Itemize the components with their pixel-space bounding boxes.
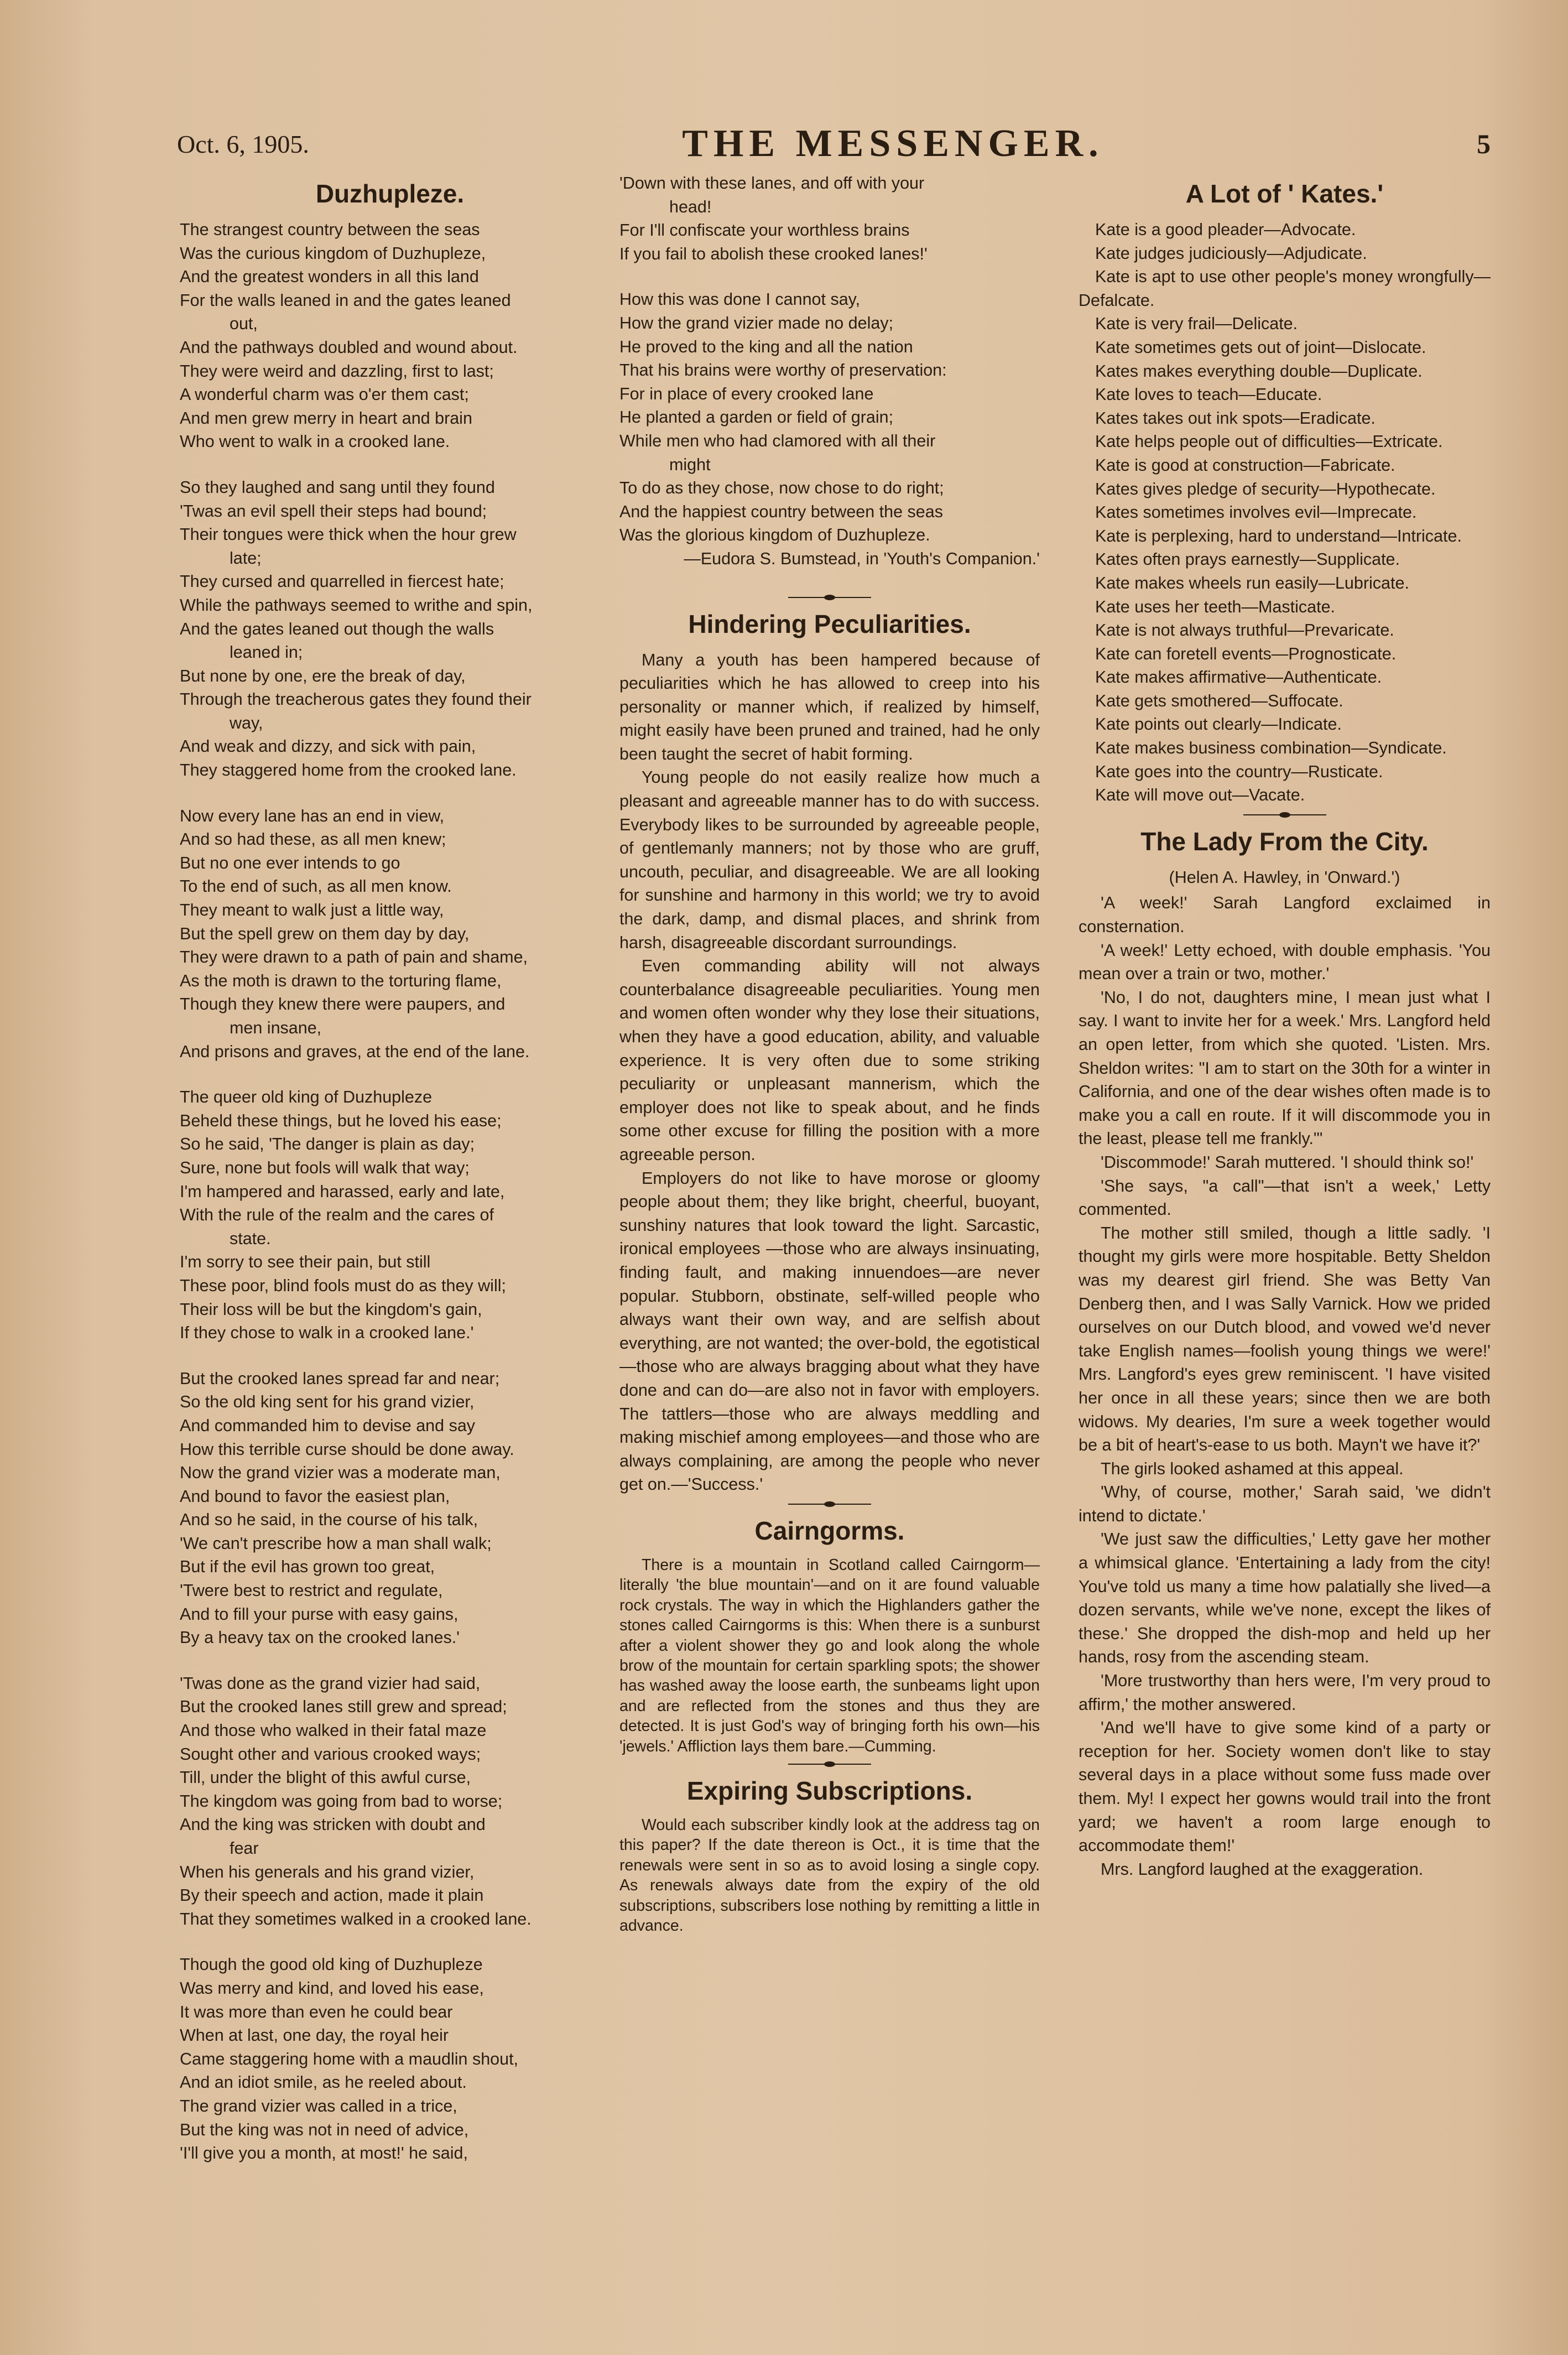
kate-item: Kate is not always truthful—Prevaricate. — [1095, 621, 1394, 640]
poem-line: And bound to favor the easiest plan, — [180, 1486, 450, 1506]
poem-line: But none by one, ere the break of day, — [180, 666, 466, 685]
poem-line: How the grand vizier made no delay; — [619, 313, 894, 332]
poem-line: And to fill your purse with easy gains, — [180, 1604, 459, 1624]
poem-line: And men grew merry in heart and brain — [180, 408, 472, 428]
poem-line: And the pathways doubled and wound about. — [180, 337, 518, 357]
paragraph: 'She says, "a call"—that isn't a week,' Letty commented. — [1079, 1176, 1491, 1219]
kate-item: Kate makes business combination—Syndicate. — [1095, 739, 1447, 758]
poem-line: How this was done I cannot say, — [619, 290, 861, 309]
kate-item: Kates takes out ink spots—Eradicate. — [1095, 408, 1376, 428]
poem-line: 'Twere best to restrict and regulate, — [180, 1581, 443, 1600]
poem-stanza — [180, 218, 600, 454]
paragraph: The mother still smiled, though a little sadly. 'I thought my girls were more hospitable. Betty Sheldon was my dearest girl friend. She was Betty Van Denberg then, and I was Sally Varnick. How we prided ourselves on our Dutch blood, and vowed we'd never take English names—foolish young things we were!' Mrs. Langford's eyes grew reminiscent. 'I have visited her once in all these years; since then we are both widows. My dearies, I'm sure a week together would be a bit of heart's-ease to us both. Mayn't we have it?' — [1079, 1223, 1491, 1455]
poem-line: 'I'll give you a month, at most!' he said, — [180, 2144, 468, 2163]
poem-line: And so had these, as all men knew; — [180, 830, 446, 849]
poem-line: And the greatest wonders in all this land — [180, 267, 479, 287]
poem-line: They staggered home from the crooked lane. — [180, 761, 517, 780]
kate-item: Kate makes wheels run easily—Lubricate. — [1095, 573, 1409, 592]
kate-item: Kate is good at construction—Fabricate. — [1095, 455, 1395, 475]
poem-stanza — [619, 288, 1040, 570]
poem-line: How this terrible curse should be done away. — [180, 1439, 514, 1459]
poem-line: So they laughed and sang until they found — [180, 477, 495, 497]
paragraph: Mrs. Langford laughed at the exaggeration. — [1101, 1859, 1424, 1879]
kate-item: Kates sometimes involves evil—Imprecate. — [1095, 503, 1417, 522]
paragraph: 'Discommode!' Sarah muttered. 'I should think so!' — [1101, 1152, 1474, 1172]
poem-line: Was the curious kingdom of Duzhupleze, — [180, 243, 486, 263]
expiring-text: Would each subscriber kindly look at the address tag on this paper? If the date thereon is Oct., it is time that the renewals were sent in so as to avoid losing a single copy. As renewals always date from the expiry of the old subscriptions, subscribers lose nothing by remitting a little in advance. — [619, 1816, 1040, 1935]
poem-line: Though the good old king of Duzhupleze — [180, 1955, 483, 1974]
masthead — [177, 122, 1491, 166]
kate-item: Kate judges judiciously—Adjudicate. — [1095, 243, 1367, 263]
poem-line: I'm hampered and harassed, early and late, — [180, 1182, 505, 1201]
kates-list — [1079, 218, 1491, 807]
poem-line: late; — [230, 548, 262, 568]
section-divider — [788, 1500, 871, 1509]
newspaper-name: THE MESSENGER. — [682, 122, 1104, 165]
poem-line: But if the evil has grown too great, — [180, 1557, 435, 1577]
poem-line: To do as they chose, now chose to do right; — [619, 479, 944, 498]
duzhupleze-title: Duzhupleze. — [315, 179, 465, 208]
poem-line: Came staggering home with a maudlin shout, — [180, 2049, 519, 2068]
poem-line: out, — [230, 314, 258, 334]
kate-item: Kates gives pledge of security—Hypothecate. — [1095, 479, 1436, 498]
poem-line: Sure, none but fools will walk that way; — [180, 1158, 470, 1177]
poem-line: Till, under the blight of this awful curse, — [180, 1768, 471, 1787]
poem-line: might — [669, 455, 711, 474]
kate-item: Kate is a good pleader—Advocate. — [1095, 220, 1356, 239]
paragraph: Many a youth has been hampered because of peculiarities which he has allowed to creep into his personality or manner which, if realized by himself, might easily have been pruned and trained, had he only been taught the secret of habit forming. — [619, 650, 1040, 763]
column-1 — [180, 171, 600, 2187]
poem-line: It was more than even he could bear — [180, 2002, 453, 2021]
kate-item: Kate makes affirmative—Authenticate. — [1095, 668, 1382, 687]
duzhupleze-poem-end — [619, 171, 1040, 571]
section-divider — [1243, 810, 1326, 819]
poem-line: Their loss will be but the kingdom's gain, — [180, 1299, 482, 1319]
poem-line: Sought other and various crooked ways; — [180, 1744, 481, 1764]
kate-item: Kate is perplexing, hard to understand—Intricate. — [1095, 526, 1462, 545]
poem-line: He planted a garden or field of grain; — [619, 408, 894, 427]
kate-item: Kate loves to teach—Educate. — [1095, 385, 1322, 404]
poem-line: Though they knew there were paupers, and — [180, 995, 506, 1014]
poem-line: 'Twas done as the grand vizier had said, — [180, 1673, 481, 1693]
kate-item: Kate goes into the country—Rusticate. — [1095, 762, 1383, 781]
poem-line: And the happiest country between the seas — [619, 502, 943, 521]
duzhupleze-poem — [180, 218, 600, 2165]
poem-line: They were weird and dazzling, first to last; — [180, 361, 494, 381]
poem-line: Their tongues were thick when the hour grew — [180, 525, 517, 544]
poem-stanza — [180, 1672, 600, 1931]
poem-line: Was merry and kind, and loved his ease, — [180, 1978, 484, 1998]
poem-stanza — [619, 171, 1040, 266]
poem-line: As the moth is drawn to the torturing flame, — [180, 971, 502, 990]
paragraph: 'Why, of course, mother,' Sarah said, 'we didn't intend to dictate.' — [1079, 1483, 1491, 1525]
poem-line: For the walls leaned in and the gates leaned — [180, 290, 511, 310]
poem-line: If you fail to abolish these crooked lanes!' — [619, 244, 928, 263]
poem-line: Was the glorious kingdom of Duzhupleze. — [619, 526, 930, 545]
poem-line: When at last, one day, the royal heir — [180, 2026, 449, 2045]
poem-line: By their speech and action, made it plain — [180, 1886, 484, 1905]
poem-line: Who went to walk in a crooked lane. — [180, 432, 450, 451]
cairngorms-article — [619, 1555, 1040, 1756]
hindering-article — [619, 648, 1040, 1496]
poem-line: And an idiot smile, as he reeled about. — [180, 2073, 467, 2092]
paragraph: Even commanding ability will not always counterbalance disagreeable peculiarities. Young men and women often wonder why they lose their situations, when they have a good education, ability, and valuable experience. It is very often due to some striking peculiarity or unpleasant mannerism, which the employer does not like to speak about, and he finds some other excuse for filling the position with a more agreeable person. — [619, 956, 1040, 1164]
poem-line: And commanded him to devise and say — [180, 1416, 476, 1435]
issue-date: Oct. 6, 1905. — [177, 129, 309, 158]
paragraph: 'And we'll have to give some kind of a party or reception for her. Society women don't like to stay several days in a place without some fuss made over them. My! I expect her gowns would trail into the front yard; we haven't a room large enough to accommodate them!' — [1079, 1718, 1491, 1855]
poem-line: These poor, blind fools must do as they will; — [180, 1276, 506, 1295]
kate-item: Kate sometimes gets out of joint—Dislocate. — [1095, 337, 1426, 357]
lady-title: The Lady From the City. — [1140, 826, 1429, 856]
kate-item: Kate points out clearly—Indicate. — [1095, 715, 1342, 734]
poem-line: Through the treacherous gates they found their — [180, 690, 532, 709]
kate-item: Kate is very frail—Delicate. — [1095, 314, 1298, 334]
poem-line: He proved to the king and all the nation — [619, 337, 913, 356]
paragraph: 'No, I do not, daughters mine, I mean just what I say. I want to invite her for a week.' Mrs. Langford held an open letter, from which she quoted. 'Listen. Mrs. Sheldon writes: "I am to start on the 30th for a winter in California, and one of the dear wishes often made is to make you a call en route. If it will discommode you in the least, please tell me frankly."' — [1079, 987, 1491, 1148]
poem-line: So the old king sent for his grand vizier, — [180, 1392, 475, 1412]
poem-line: 'Twas an evil spell their steps had bound; — [180, 501, 487, 521]
poem-line: state. — [230, 1229, 271, 1248]
poem-line: While the pathways seemed to writhe and spin, — [180, 595, 533, 615]
kate-item: Kate is apt to use other people's money wrongfully—Defalcate. — [1079, 267, 1491, 310]
poem-line: But the crooked lanes still grew and spread; — [180, 1697, 507, 1717]
poem-stanza — [180, 1367, 600, 1650]
poem-line: But the spell grew on them day by day, — [180, 924, 470, 943]
poem-stanza — [180, 476, 600, 782]
kate-item: Kate can foretell events—Prognosticate. — [1095, 644, 1397, 663]
poem-line: head! — [669, 197, 712, 216]
poem-line: But the king was not in need of advice, — [180, 2120, 469, 2139]
column-2 — [619, 171, 1040, 1936]
poem-line: To the end of such, as all men know. — [180, 877, 452, 896]
section-divider — [788, 593, 871, 602]
column-3 — [1079, 171, 1491, 1881]
poem-line: They were drawn to a path of pain and shame, — [180, 948, 528, 967]
section-divider — [788, 1760, 871, 1769]
paragraph: Employers do not like to have morose or gloomy people about them; they like bright, cheerful, buoyant, sunshiny natures that look toward the light. Sarcastic, ironical employees —those who are always insinuating, finding fault, and making innuendoes—are never popular. Stubborn, obstinate, self-willed people who always want their own way, and are selfish about everything, are not wanted; the over-bold, the egotistical—those who are always bragging about what they have done and can do—are also not in favor with employers. The tattlers—those who are always meddling and making mischief among employees—and those who are always complaining, are among the people who never get on.—'Success.' — [619, 1168, 1040, 1494]
lady-story — [1079, 891, 1491, 1881]
poem-line: That his brains were worthy of preservation: — [619, 361, 947, 380]
paragraph: The girls looked ashamed at this appeal. — [1101, 1459, 1404, 1478]
poem-line: By a heavy tax on the crooked lanes.' — [180, 1628, 460, 1647]
kate-item: Kate gets smothered—Suffocate. — [1095, 691, 1343, 710]
poem-line: And the gates leaned out though the walls — [180, 619, 494, 638]
kate-item: Kate will move out—Vacate. — [1095, 786, 1305, 805]
poem-line: That they sometimes walked in a crooked lane. — [180, 1909, 532, 1928]
poem-line: And the king was stricken with doubt and — [180, 1815, 486, 1834]
poem-line: fear — [230, 1839, 259, 1858]
poem-line: And prisons and graves, at the end of the lane. — [180, 1042, 530, 1061]
poem-line: And those who walked in their fatal maze — [180, 1721, 487, 1740]
poem-line: When his generals and his grand vizier, — [180, 1862, 475, 1881]
kate-item: Kates makes everything double—Duplicate. — [1095, 361, 1423, 381]
kates-title: A Lot of ' Kates.' — [1185, 179, 1384, 208]
poem-line: The queer old king of Duzhupleze — [180, 1088, 433, 1107]
poem-line: If they chose to walk in a crooked lane.' — [180, 1323, 474, 1343]
poem-line: And so he said, in the course of his talk, — [180, 1510, 478, 1530]
poem-line: Now every lane has an end in view, — [180, 806, 445, 825]
poem-line: Now the grand vizier was a moderate man, — [180, 1463, 501, 1483]
poem-line: For I'll confiscate your worthless brains — [619, 221, 910, 240]
poem-line: While men who had clamored with all their — [619, 431, 936, 450]
paragraph: 'We just saw the difficulties,' Letty gave her mother a whimsical glance. 'Entertaining a lady from the city! You've told us many a time how palatially she lived—a dozen servants, while we've none, except the likes of these.' She dropped the dish-mop and held up her hands, rosy from the ascending steam. — [1079, 1530, 1491, 1667]
poem-stanza — [180, 804, 600, 1064]
lady-credit: (Helen A. Hawley, in 'Onward.') — [1169, 867, 1400, 887]
kate-item: Kate uses her teeth—Masticate. — [1095, 597, 1335, 616]
poem-line: A wonderful charm was o'er them cast; — [180, 385, 469, 404]
page-number: 5 — [1477, 128, 1491, 159]
expiring-title: Expiring Subscriptions. — [686, 1776, 973, 1805]
kate-item: Kate helps people out of difficulties—Extricate. — [1095, 432, 1443, 451]
poem-line: But the crooked lanes spread far and near; — [180, 1369, 500, 1388]
poem-line: way, — [230, 713, 263, 732]
poem-line: Beheld these things, but he loved his ease; — [180, 1111, 502, 1130]
poem-line: For in place of every crooked lane — [619, 384, 874, 403]
poem-line: So he said, 'The danger is plain as day; — [180, 1135, 475, 1154]
paragraph: 'A week!' Letty echoed, with double emphasis. 'You mean over a train or two, mother.' — [1079, 940, 1491, 984]
cairngorms-title: Cairngorms. — [754, 1516, 905, 1545]
kate-item: Kates often prays earnestly—Supplicate. — [1095, 550, 1400, 569]
poem-stanza — [180, 1085, 600, 1345]
poem-line: The strangest country between the seas — [180, 220, 480, 239]
poem-line: men insane, — [230, 1018, 322, 1037]
poem-line: And weak and dizzy, and sick with pain, — [180, 737, 476, 756]
poem-line: But no one ever intends to go — [180, 853, 400, 872]
poem-line: leaned in; — [230, 643, 303, 662]
expiring-article — [619, 1815, 1040, 1936]
cairngorms-text: There is a mountain in Scotland called Cairngorm—literally 'the blue mountain'—and on it are found valuable rock crystals. The way in which the Highlanders gather the stones called Cairngorms is this: When there is a sunburst after a violent shower they go and look along the whole brow of the mountain for certain sparkling spots; the shower has washed away the loose earth, the sunbeams light upon and are reflected from the stones and thus they are detected. It is just God's way of bringing forth his own—his 'jewels.' Affliction lays them bare.—Cumming. — [619, 1556, 1040, 1755]
poem-line: The kingdom was going from bad to worse; — [180, 1791, 503, 1811]
poem-line: With the rule of the realm and the cares of — [180, 1205, 494, 1225]
poem-line: They cursed and quarrelled in fiercest hate; — [180, 572, 504, 591]
poem-line: I'm sorry to see their pain, but still — [180, 1252, 431, 1272]
poem-line: The grand vizier was called in a trice, — [180, 2096, 457, 2115]
poem-stanza — [180, 1953, 600, 2165]
hindering-title: Hindering Peculiarities. — [688, 609, 971, 638]
paragraph: Young people do not easily realize how much a pleasant and agreeable manner has to do with success. Everybody likes to be surrounded by agreeable people, of gentlemanly manners; not by those who are gruff, uncouth, peculiar, and disagreeable. We are all looking for sunshine and harmony in this world; we try to avoid the dark, damp, and dismal places, and shrink from harsh, disagreeable discordant surroundings. — [619, 768, 1040, 952]
poem-line: 'Down with these lanes, and off with your — [619, 174, 925, 193]
paragraph: 'A week!' Sarah Langford exclaimed in consternation. — [1079, 893, 1491, 937]
poem-line: 'We can't prescribe how a man shall walk; — [180, 1533, 492, 1553]
paragraph: 'More trustworthy than hers were, I'm very proud to affirm,' the mother answered. — [1079, 1671, 1491, 1714]
poem-line: —Eudora S. Bumstead, in 'Youth's Companion.' — [684, 549, 1040, 568]
poem-line: They meant to walk just a little way, — [180, 901, 444, 920]
